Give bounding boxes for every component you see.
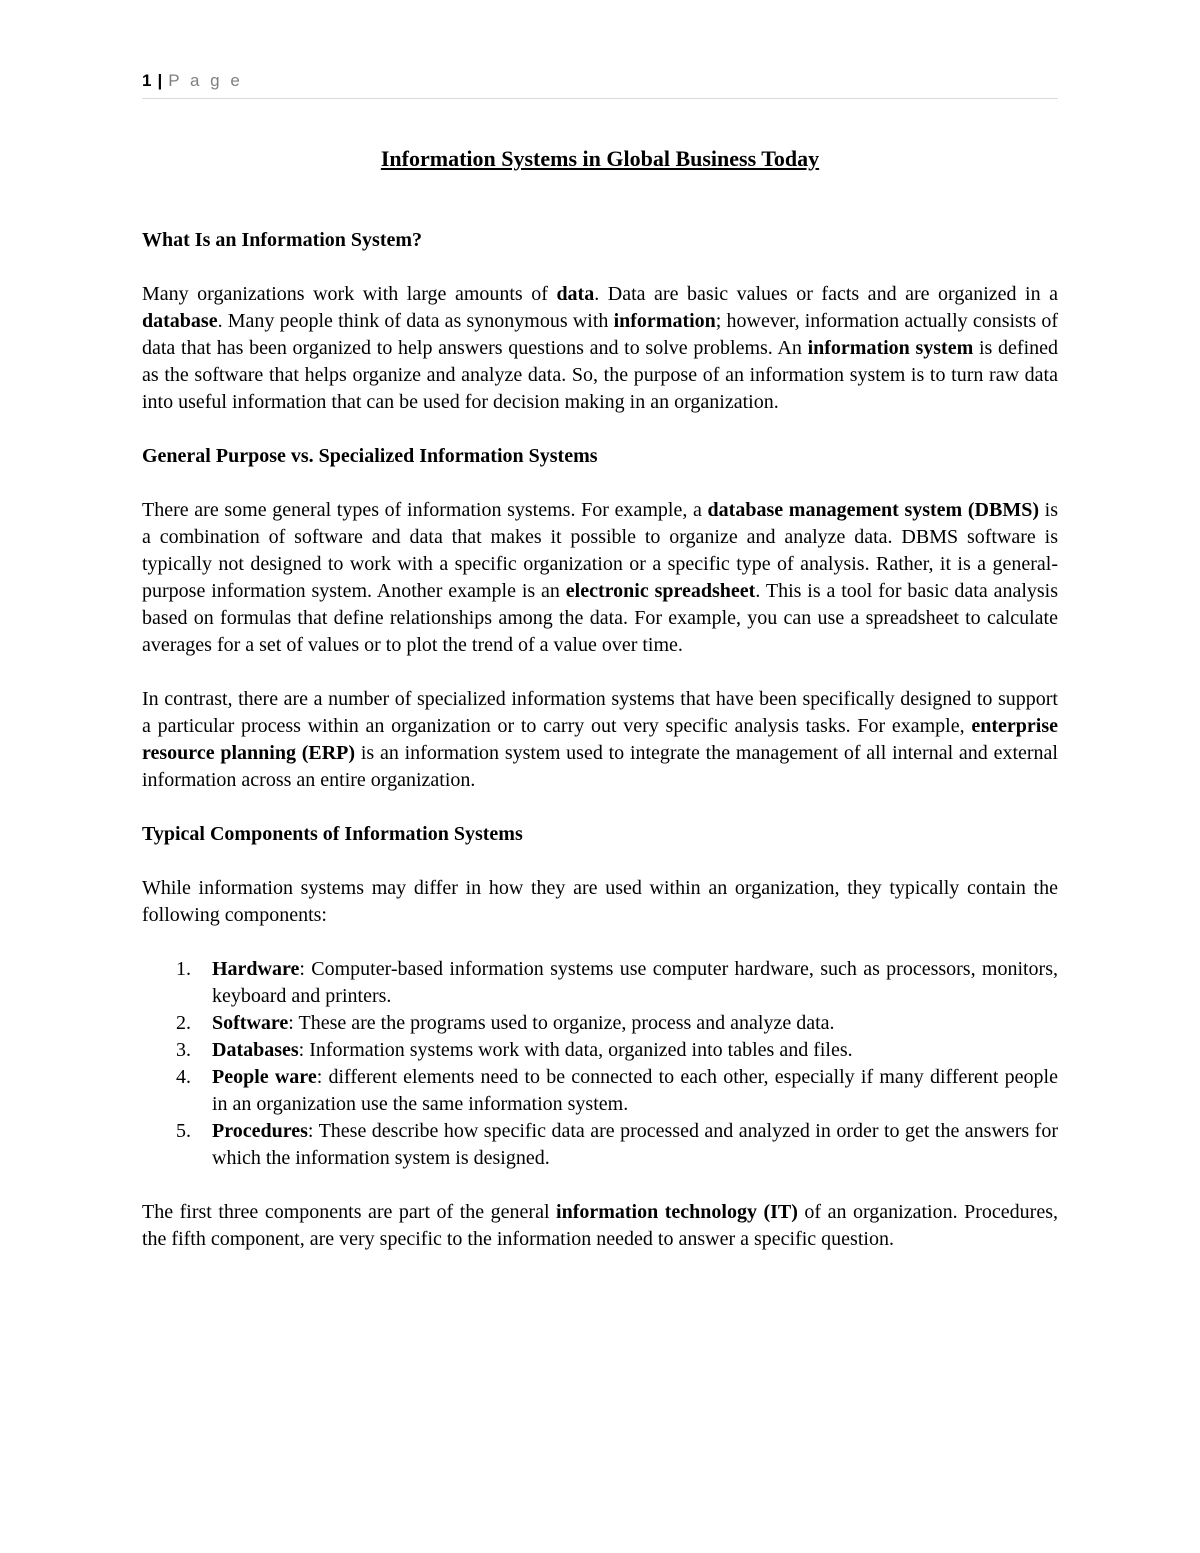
- components-list: [142, 956, 1058, 1172]
- page-number: 1: [142, 71, 152, 90]
- paragraph-closing: The first three components are part of the general information technology (IT) of an organization. Procedures, the fifth component, are very specific to the information needed to answer a specific question.: [142, 1201, 1058, 1250]
- paragraph-general-purpose: There are some general types of information systems. For example, a database management system (DBMS) is a combination of software and data that makes it possible to organize and analyze data. DBMS software is typically not designed to work with a specific organization or a specific type of analysis. Rather, it is a general-purpose information system. Another example is an electronic spreadsheet. This is a tool for basic data analysis based on formulas that define relationships among the data. For example, you can use a spreadsheet to calculate averages for a set of values or to plot the trend of a value over time.: [142, 499, 1058, 656]
- section-heading-components: Typical Components of Information Systems: [142, 823, 523, 845]
- page-separator: |: [157, 71, 163, 90]
- document-page: [142, 70, 1058, 1253]
- paragraph-components-intro: While information systems may differ in how they are used within an organization, they typically contain the following components:: [142, 877, 1058, 926]
- section-heading-general-vs-specialized: General Purpose vs. Specialized Information Systems: [142, 445, 598, 467]
- list-item: 4. People ware: different elements need to be connected to each other, especially if many different people in an organization use the same information system.: [176, 1066, 1058, 1115]
- document-title: Information Systems in Global Business Today: [380, 146, 820, 171]
- list-item: 1. Hardware: Computer-based information systems use computer hardware, such as processors, monitors, keyboard and printers.: [176, 958, 1058, 1007]
- paragraph-specialized: In contrast, there are a number of specialized information systems that have been specifically designed to support a particular process within an organization or to carry out very specific analysis tasks. For example, enterprise resource planning (ERP) is an information system used to integrate the management of all internal and external information across an entire organization.: [142, 688, 1058, 791]
- page-label: P a g e: [168, 71, 243, 90]
- section-heading-what-is: What Is an Information System?: [142, 229, 423, 251]
- list-item: 3. Databases: Information systems work with data, organized into tables and files.: [176, 1039, 853, 1061]
- paragraph-what-is: Many organizations work with large amounts of data. Data are basic values or facts and are organized in a database. Many people think of data as synonymous with information; however, information actually consists of data that has been organized to help answers questions and to solve problems. An information system is defined as the software that helps organize and analyze data. So, the purpose of an information system is to turn raw data into useful information that can be used for decision making in an organization.: [142, 283, 1059, 413]
- list-item: 5. Procedures: These describe how specific data are processed and analyzed in order to get the answers for which the information system is designed.: [176, 1120, 1058, 1169]
- page-header: [142, 70, 1058, 99]
- list-item: 2. Software: These are the programs used to organize, process and analyze data.: [176, 1012, 835, 1034]
